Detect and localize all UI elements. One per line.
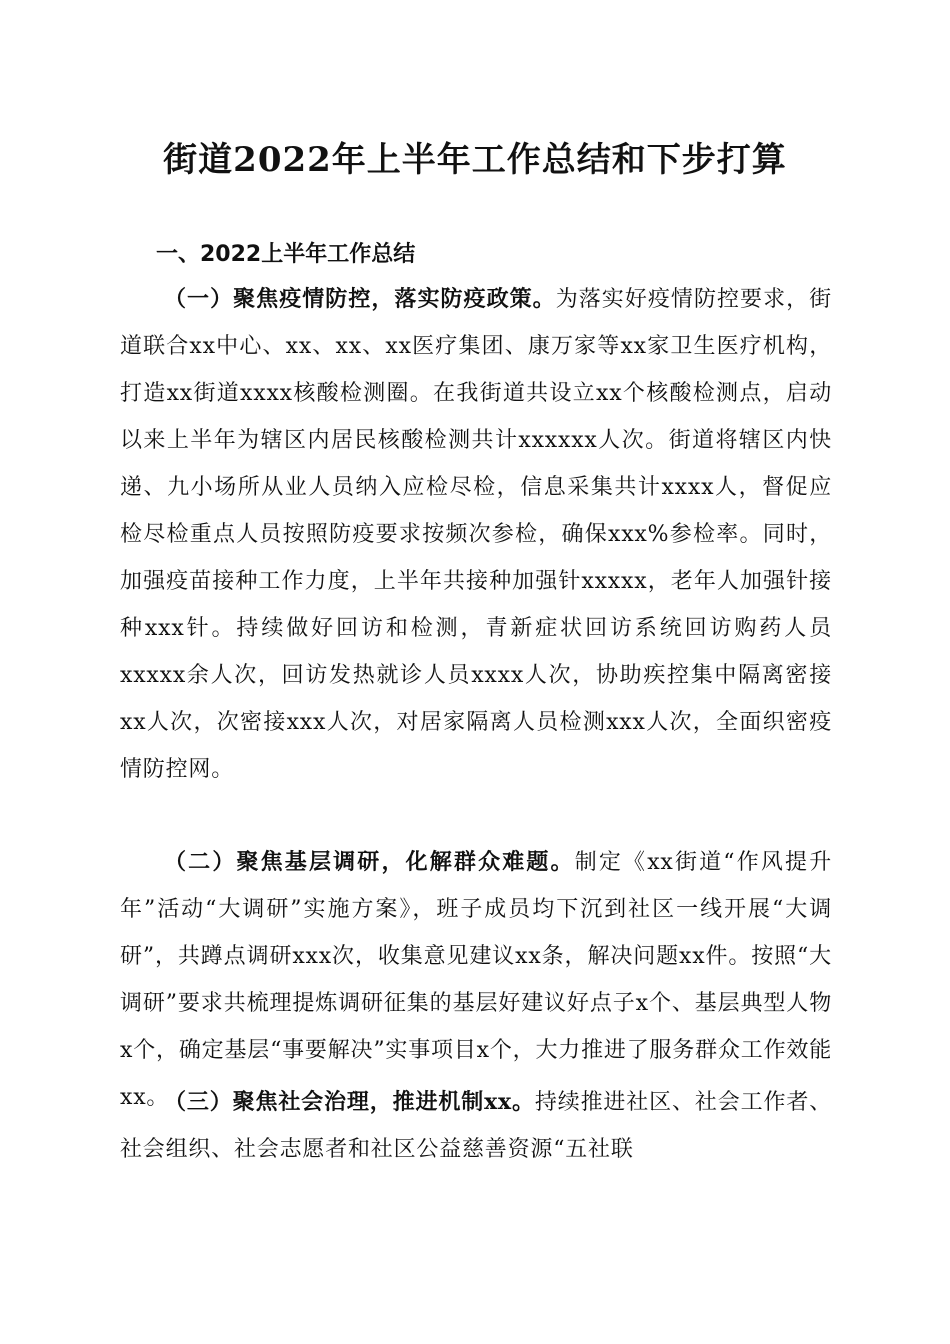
paragraph-body: 制定《xx街道“作风提升年”活动“大调研”实施方案》，班子成员均下沉到社区一线开展“大调研”，共蹲点调研xxx次，收集意见建议xx条，解决问题xx件。按照“大调研”要求共梳理提炼调研征集的基层好建议好点子x个、基层典型人物x个，确定基层“事要解决”实事项目x个，大力推进了服务群众工作效能xx。 (120, 850, 832, 1110)
paragraph-social-governance (120, 1079, 832, 1173)
paragraph-lead: （三）聚焦社会治理，推进机制xx。 (164, 1089, 535, 1115)
paragraph-body: 为落实好疫情防控要求，街道联合xx中心、xx、xx、xx医疗集团、康万家等xx家卫生医疗机构，打造xx街道xxxx核酸检测圈。在我街道共设立xx个核酸检测点，启动以来上半年为辖区内居民核酸检测共计xxxxxx人次。街道将辖区内快递、九小场所从业人员纳入应检尽检，信息采集共计xxxx人，督促应检尽检重点人员按照防疫要求按频次参检，确保xxx%参检率。同时，加强疫苗接种工作力度，上半年共接种加强针xxxxx，老年人加强针接种xxx针。持续做好回访和检测，青新症状回访系统回访购药人员xxxxx余人次，回访发热就诊人员xxxx人次，协助疾控集中隔离密接xx人次，次密接xxx人次，对居家隔离人员检测xxx人次，全面织密疫情防控网。 (120, 287, 832, 782)
section-heading-summary: 一、2022上半年工作总结 (156, 242, 416, 267)
paragraph-body: 持续推进社区、社会工作者、社会组织、社会志愿者和社区公益慈善资源“五社联 (120, 1090, 832, 1162)
paragraph-epidemic-control (120, 276, 832, 793)
document-title: 街道2022年上半年工作总结和下步打算 (163, 140, 787, 180)
paragraph-lead: （一）聚焦疫情防控，落实防疫政策。 (164, 286, 556, 312)
paragraph-lead: （二）聚焦基层调研，化解群众难题。 (164, 849, 575, 875)
